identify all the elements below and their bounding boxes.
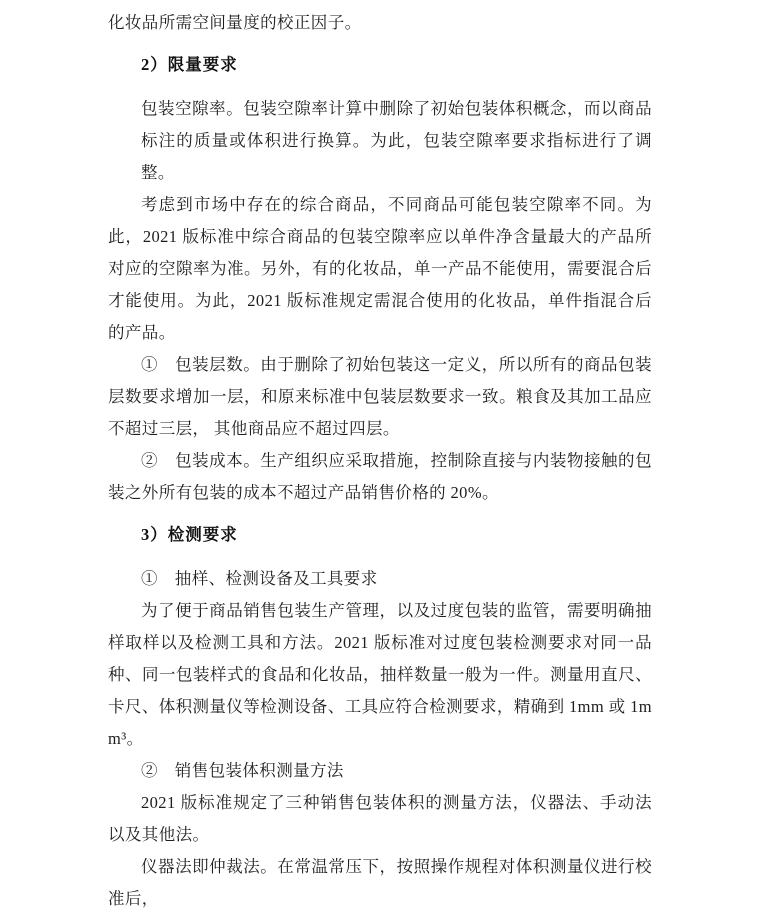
- para-void-ratio-definition: 包装空隙率。包装空隙率计算中删除了初始包装体积概念，而以商品标注的质量或体积进行换算。为此，包装空隙率要求指标进行了调整。: [141, 99, 652, 182]
- item-sampling-equipment-requirements: ① 抽样、检测设备及工具要求: [141, 569, 378, 588]
- para-continuation: 化妆品所需空间量度的校正因子。: [108, 13, 362, 32]
- para-sampling-detail: 为了便于商品销售包装生产管理，以及过度包装的监管，需要明确抽样取样以及检测工具和方法。2021 版标准对过度包装检测要求对同一品种、同一包装样式的食品和化妆品，抽样数量一般为一件。测量用直尺、卡尺、体积测量仪等检测设备、工具应符合检测要求，精确到 1mm 或 1mm³。: [108, 601, 652, 748]
- heading-limit-requirements: 2）限量要求: [141, 55, 238, 74]
- para-combined-products: 考虑到市场中存在的综合商品，不同商品可能包装空隙率不同。为此，2021 版标准中综合商品的包装空隙率应以单件净含量最大的产品所对应的空隙率为准。另外，有的化妆品，单一产品不能使用，需要混合后才能使用。为此，2021 版标准规定需混合使用的化妆品，单件指混合后的产品。: [108, 195, 652, 342]
- heading-testing-requirements: 3）检测要求: [141, 525, 238, 544]
- para-instrument-method: 仪器法即仲裁法。在常温常压下，按照操作规程对体积测量仪进行校准后，: [108, 857, 652, 908]
- item-volume-measurement-methods: ② 销售包装体积测量方法: [141, 761, 344, 780]
- para-packaging-layers: ① 包装层数。由于删除了初始包装这一定义，所以所有的商品包装层数要求增加一层，和原来标准中包装层数要求一致。粮食及其加工品应不超过三层， 其他商品应不超过四层。: [108, 355, 652, 438]
- para-three-measurement-methods: 2021 版标准规定了三种销售包装体积的测量方法，仪器法、手动法以及其他法。: [108, 793, 652, 844]
- para-packaging-cost: ② 包装成本。生产组织应采取措施，控制除直接与内装物接触的包装之外所有包装的成本不超过产品销售价格的 20%。: [108, 451, 652, 502]
